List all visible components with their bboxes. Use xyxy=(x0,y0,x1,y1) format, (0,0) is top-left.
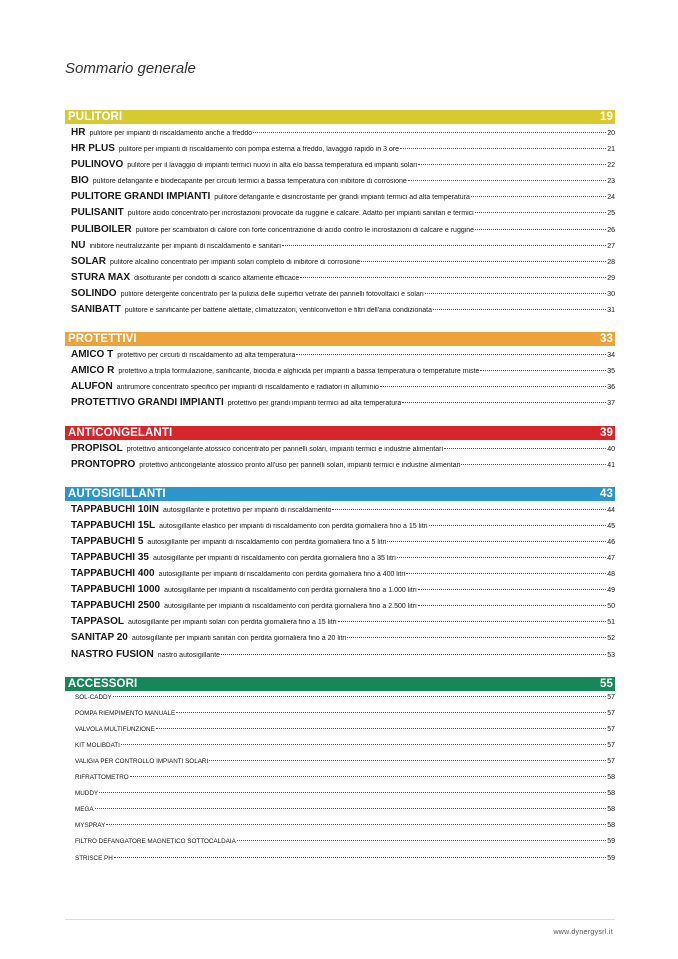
footer-divider xyxy=(65,919,615,920)
dot-leader xyxy=(338,621,607,622)
dot-leader xyxy=(113,696,606,697)
toc-entry[interactable] xyxy=(65,632,615,648)
entry-name: AMICO R xyxy=(71,365,115,377)
entry-page-number: 29 xyxy=(607,274,615,282)
entry-description: pulitore per il lavaggio di impianti termici nuovi in alta e/o bassa temperatura ed impianti solari xyxy=(127,162,418,170)
dot-leader xyxy=(332,509,606,510)
dot-leader xyxy=(418,605,607,606)
section-page-number: 55 xyxy=(600,677,613,690)
toc-entry[interactable] xyxy=(65,443,615,459)
toc-entry[interactable] xyxy=(65,584,615,600)
entry-name: SOLINDO xyxy=(71,287,117,299)
section-page-number: 33 xyxy=(600,333,613,346)
toc-entry[interactable] xyxy=(65,127,615,143)
entry-page-number: 40 xyxy=(607,445,615,453)
entry-page-number: 46 xyxy=(607,538,615,546)
toc-entry[interactable] xyxy=(65,288,615,304)
entry-description: nastro autosigillante xyxy=(157,651,221,659)
entry-page-number: 20 xyxy=(607,130,615,137)
entry-description: autosigillante e protettivo per impianti di riscaldamento xyxy=(162,506,332,514)
entry-page-number: 25 xyxy=(607,210,615,218)
dot-leader xyxy=(300,277,606,278)
dot-leader xyxy=(480,370,606,371)
entry-name: PULINOVO xyxy=(71,159,124,171)
entry-description: pulitore acido concentrato per incrostazioni provocate da ruggine e calcare. Adatto per impianti sanitari e termici xyxy=(127,210,474,218)
dot-leader xyxy=(397,557,606,558)
entry-name: TAPPABUCHI 10IN xyxy=(71,503,159,515)
toc-entry[interactable] xyxy=(65,742,615,758)
entry-page-number: 41 xyxy=(607,461,615,469)
entry-name: TAPPASOL xyxy=(71,616,124,628)
section-title: PULITORI xyxy=(68,111,123,123)
dot-leader xyxy=(444,448,606,449)
entry-name: POMPA RIEMPIMENTO MANUALE xyxy=(75,709,176,717)
dot-leader xyxy=(418,164,606,165)
entry-description: pulitore per impianti di riscaldamento con pompa esterna a freddo, lavaggio rapido in 3 ore xyxy=(118,146,400,154)
entry-page-number: 59 xyxy=(607,854,615,862)
dot-leader xyxy=(130,776,607,777)
entry-page-number: 57 xyxy=(607,725,615,733)
dot-leader xyxy=(121,744,606,745)
dot-leader xyxy=(408,180,606,181)
toc-entry[interactable] xyxy=(65,726,615,742)
dot-leader xyxy=(475,229,606,230)
section-header[interactable] xyxy=(65,677,615,691)
toc-entry[interactable] xyxy=(65,568,615,584)
entry-description: protettivo a tripla formulazione, sanificante, biocida e alghicida per impianti a bassa temperatura o temperature miste xyxy=(118,368,480,376)
dot-leader xyxy=(361,261,606,262)
table-of-contents xyxy=(65,110,615,883)
entry-page-number: 51 xyxy=(607,619,615,627)
toc-entry[interactable] xyxy=(65,790,615,806)
toc-entry[interactable] xyxy=(65,838,615,854)
entry-page-number: 45 xyxy=(607,522,615,530)
toc-entry[interactable] xyxy=(65,822,615,838)
dot-leader xyxy=(471,196,606,197)
entry-page-number: 58 xyxy=(607,790,615,798)
dot-leader xyxy=(209,760,606,761)
entry-name: ALUFON xyxy=(71,381,113,393)
entry-description: pulitore per impianti di riscaldamento anche a freddo xyxy=(89,130,253,137)
entry-page-number: 31 xyxy=(607,307,615,315)
toc-entry[interactable] xyxy=(65,397,615,413)
toc-entry[interactable] xyxy=(65,256,615,272)
entry-page-number: 21 xyxy=(607,146,615,154)
entry-name: TAPPABUCHI 35 xyxy=(71,551,149,563)
entry-description: antirumore concentrato specifico per impianti di riscaldamento e radiatori in alluminio xyxy=(116,384,379,392)
dot-leader xyxy=(380,386,606,387)
entry-page-number: 59 xyxy=(607,838,615,846)
section-page-number: 43 xyxy=(600,487,613,500)
entry-description: autosigillante per impianti di riscaldamento con perdita giornaliera fino a 1.000 litri xyxy=(164,587,417,595)
footer-url: www.dynergysrl.it xyxy=(553,929,613,936)
entry-page-number: 48 xyxy=(607,571,615,579)
dot-leader xyxy=(106,824,606,825)
dot-leader xyxy=(114,857,606,858)
entry-name: VALVOLA MULTIFUNZIONE xyxy=(75,725,155,733)
page-title: Sommario generale xyxy=(65,60,196,77)
entry-name: NASTRO FUSION xyxy=(71,648,154,660)
section-autosigillanti xyxy=(65,487,615,665)
entry-name: MYSPRAY xyxy=(75,822,106,830)
section-accessori xyxy=(65,677,615,871)
section-pulitori xyxy=(65,110,615,320)
entry-description: autosigillante per impianti sanitari con perdita giornaliera fino a 20 litri xyxy=(131,635,347,643)
entry-page-number: 37 xyxy=(607,400,615,408)
dot-leader xyxy=(221,654,606,655)
entry-name: PULISANIT xyxy=(71,207,124,219)
entry-page-number: 52 xyxy=(607,635,615,643)
entry-name: STRISCE PH xyxy=(75,854,113,862)
entry-description: pulitore defangante e biodecapante per circuiti termici a bassa temperatura con inibitore di corrosione xyxy=(92,178,407,186)
dot-leader xyxy=(475,212,607,213)
dot-leader xyxy=(176,712,606,713)
toc-entry[interactable] xyxy=(65,175,615,191)
entry-name: VALIGIA PER CONTROLLO IMPIANTI SOLARI xyxy=(75,758,209,765)
entry-name: KIT MOLIBDATI xyxy=(75,741,120,749)
entry-name: HR xyxy=(71,127,86,138)
toc-entry[interactable] xyxy=(65,806,615,822)
entry-page-number: 36 xyxy=(607,384,615,392)
entry-page-number: 28 xyxy=(607,258,615,266)
toc-entry[interactable] xyxy=(65,774,615,790)
entry-description: protettivo per circuiti di riscaldamento ad alta temperatura xyxy=(117,352,296,360)
entry-page-number: 22 xyxy=(607,162,615,170)
toc-entry[interactable] xyxy=(65,520,615,536)
entry-description: pulitore detergente concentrato per la pulizia delle superfici vetrate dei pannelli fotovoltaici e solari xyxy=(120,290,424,298)
entry-name: PROTETTIVO GRANDI IMPIANTI xyxy=(71,397,224,409)
entry-page-number: 24 xyxy=(607,194,615,202)
entry-page-number: 26 xyxy=(607,226,615,234)
entry-description: pulitore defangante e disincrostante per grandi impianti termici ad alta temperatura xyxy=(214,194,470,202)
entry-page-number: 57 xyxy=(607,709,615,717)
entry-description: protettivo anticongelante atossico pronto all'uso per pannelli solari, impianti termici e industrie alimentari xyxy=(139,461,461,469)
entry-page-number: 23 xyxy=(607,178,615,186)
entry-name: MUDDY xyxy=(75,790,99,798)
dot-leader xyxy=(400,148,606,149)
entry-description: inibitore neutralizzante per impianti di riscaldamento e sanitari xyxy=(89,242,281,250)
section-title: ACCESSORI xyxy=(68,677,138,690)
entry-name: MEGA xyxy=(75,806,94,814)
toc-entry[interactable] xyxy=(65,616,615,632)
section-header[interactable] xyxy=(65,426,615,440)
toc-entry[interactable] xyxy=(65,240,615,256)
entry-name: TAPPABUCHI 5 xyxy=(71,535,144,547)
dot-leader xyxy=(387,541,606,542)
entry-name: AMICO T xyxy=(71,349,114,361)
entry-page-number: 27 xyxy=(607,242,615,250)
entry-name: PULITORE GRANDI IMPIANTI xyxy=(71,191,211,203)
entry-description: disotturante per condotti di scarico altamente efficace xyxy=(134,274,300,282)
section-title: AUTOSIGILLANTI xyxy=(68,487,166,500)
entry-name: BIO xyxy=(71,175,89,187)
entry-page-number: 57 xyxy=(607,758,615,765)
section-header[interactable] xyxy=(65,332,615,346)
entry-page-number: 57 xyxy=(607,741,615,749)
section-title: PROTETTIVI xyxy=(68,333,137,346)
entry-description: protettivo per grandi impianti termici ad alta temperatura xyxy=(227,400,402,408)
toc-entry[interactable] xyxy=(65,552,615,568)
entry-name: PROPISOL xyxy=(71,442,123,454)
entry-page-number: 35 xyxy=(607,368,615,376)
dot-leader xyxy=(156,728,606,729)
entry-page-number: 47 xyxy=(607,554,615,562)
toc-entry[interactable] xyxy=(65,191,615,207)
dot-leader xyxy=(402,402,606,403)
toc-entry[interactable] xyxy=(65,365,615,381)
entry-name: SOLAR xyxy=(71,255,106,267)
entry-description: autosigillante per impianti solari con perdita giornaliera fino a 15 litri xyxy=(127,619,337,627)
entry-name: PULIBOILER xyxy=(71,223,132,235)
entry-name: TAPPABUCHI 2500 xyxy=(71,600,161,612)
toc-entry[interactable] xyxy=(65,649,615,665)
toc-entry[interactable] xyxy=(65,272,615,288)
entry-name: STURA MAX xyxy=(71,271,131,283)
dot-leader xyxy=(433,309,606,310)
entry-page-number: 58 xyxy=(607,806,615,814)
section-page-number: 39 xyxy=(600,426,613,439)
entry-page-number: 49 xyxy=(607,587,615,595)
toc-entry[interactable] xyxy=(65,694,615,710)
toc-entry[interactable] xyxy=(65,536,615,552)
toc-entry[interactable] xyxy=(65,600,615,616)
entry-name: SANITAP 20 xyxy=(71,632,128,644)
toc-entry[interactable] xyxy=(65,758,615,774)
entry-name: HR PLUS xyxy=(71,143,115,155)
dot-leader xyxy=(461,464,606,465)
entry-name: TAPPABUCHI 400 xyxy=(71,568,155,580)
dot-leader xyxy=(296,354,606,355)
entry-name: SANIBATT xyxy=(71,304,121,316)
dot-leader xyxy=(253,132,606,133)
entry-name: NU xyxy=(71,239,86,251)
toc-entry[interactable] xyxy=(65,349,615,365)
section-header[interactable] xyxy=(65,487,615,501)
entry-name: PRONTOPRO xyxy=(71,458,136,470)
dot-leader xyxy=(282,245,606,246)
entry-description: autosigillante per impianti di riscaldamento con perdita giornaliera fino a 2.500 litri xyxy=(164,603,417,611)
dot-leader xyxy=(95,808,607,809)
entry-name: RIFRATTOMETRO xyxy=(75,774,129,782)
entry-page-number: 58 xyxy=(607,822,615,830)
entry-name: SOL-CADDY xyxy=(75,693,112,701)
dot-leader xyxy=(429,525,607,526)
entry-name: TAPPABUCHI 15L xyxy=(71,519,156,531)
section-protettivi xyxy=(65,332,615,413)
entry-name: TAPPABUCHI 1000 xyxy=(71,584,161,596)
entry-page-number: 34 xyxy=(607,352,615,360)
entry-description: pulitore alcalino concentrato per impianti solari completo di inibitore di corrosione xyxy=(110,258,361,266)
dot-leader xyxy=(99,792,606,793)
entry-description: protettivo anticongelante atossico concentrato per pannelli solari, impianti termici e industrie alimentari xyxy=(126,445,444,453)
entry-page-number: 57 xyxy=(607,693,615,701)
dot-leader xyxy=(406,573,606,574)
entry-name: FILTRO DEFANGATORE MAGNETICO SOTTOCALDAIA xyxy=(75,838,236,846)
entry-description: autosigillante per impianti di riscaldamento con perdita giornaliera fino a 5 litri xyxy=(147,538,387,546)
toc-entry[interactable] xyxy=(65,159,615,175)
entry-description: autosigillante elastico per impianti di riscaldamento con perdita giornaliera fino a 15 litri xyxy=(159,522,428,530)
section-header[interactable] xyxy=(65,110,615,124)
toc-entry[interactable] xyxy=(65,224,615,240)
entry-page-number: 44 xyxy=(607,506,615,514)
toc-entry[interactable] xyxy=(65,143,615,159)
dot-leader xyxy=(347,637,606,638)
entry-page-number: 30 xyxy=(607,290,615,298)
entry-page-number: 53 xyxy=(607,651,615,659)
dot-leader xyxy=(418,589,607,590)
section-title: ANTICONGELANTI xyxy=(68,426,173,439)
toc-entry[interactable] xyxy=(65,381,615,397)
dot-leader xyxy=(237,840,606,841)
entry-description: autosigillante per impianti di riscaldamento con perdita giornaliera fino a 35 litri xyxy=(152,554,396,562)
toc-entry[interactable] xyxy=(65,504,615,520)
entry-description: pulitore per scambiatori di calore con forte concentrazione di acido contro le incrostazioni di calcare e ruggine xyxy=(135,226,475,234)
entry-description: autosigillante per impianti di riscaldamento con perdita giornaliera fino a 400 litri xyxy=(158,571,406,579)
toc-entry[interactable] xyxy=(65,459,615,475)
toc-entry[interactable] xyxy=(65,304,615,320)
section-anticongelanti xyxy=(65,426,615,475)
entry-page-number: 58 xyxy=(607,774,615,782)
toc-entry[interactable] xyxy=(65,710,615,726)
entry-description: pulitore e sanificante per batterie alettate, climatizzatori, ventilconvettori e filtri dell'aria condizionata xyxy=(124,307,432,315)
toc-entry[interactable] xyxy=(65,207,615,223)
dot-leader xyxy=(425,293,607,294)
toc-entry[interactable] xyxy=(65,855,615,871)
entry-page-number: 50 xyxy=(607,603,615,611)
section-page-number: 19 xyxy=(600,111,613,123)
